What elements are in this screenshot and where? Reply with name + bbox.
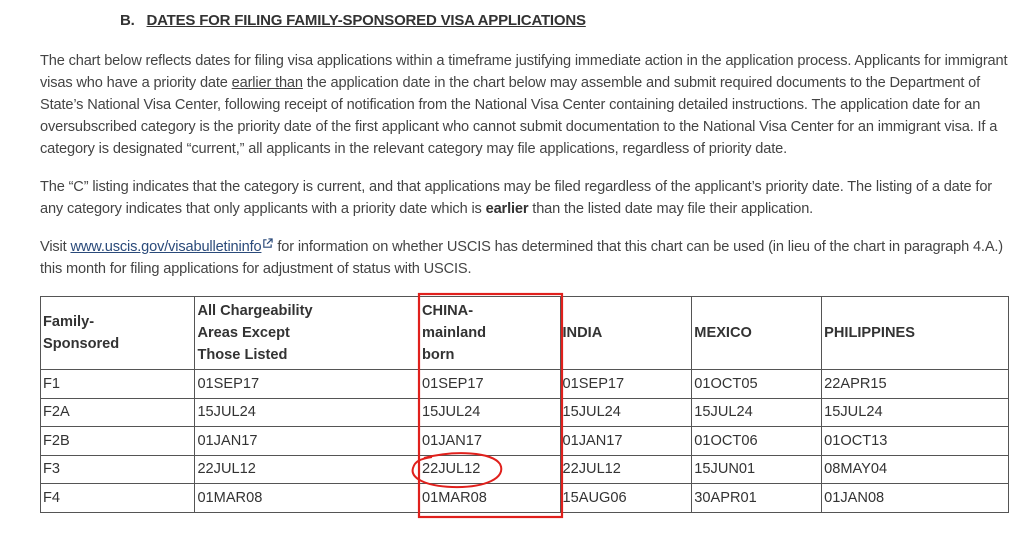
column-header-line: mainland [421, 325, 487, 341]
paragraph2-text-a: The “C” listing indicates that the category is current, and that applications may be filed regardless of the applicant’s priority date. The listing of a date for any category indicates that only applicants with a priority date which is [40, 179, 992, 217]
date-cell-mexico: 15JUN01 [692, 455, 822, 484]
column-header-line: born [421, 347, 455, 363]
uscis-link[interactable]: www.uscis.gov/visabulletininfo [70, 239, 262, 255]
date-cell-mexico: 15JUL24 [692, 398, 822, 427]
paragraph2-bold: earlier [485, 201, 529, 217]
paragraph2-text-b: than the listed date may file their application. [528, 201, 814, 217]
column-header-line: MEXICO [694, 325, 752, 341]
column-header-india [560, 297, 692, 370]
date-cell-all-chargeability: 01SEP17 [195, 370, 420, 399]
paragraph-dates-for-filing [40, 50, 1015, 160]
family-sponsored-filing-dates-table [40, 296, 1009, 513]
table-header-row [41, 297, 1009, 370]
date-cell-china-mainland-born: 22JUL12 [419, 455, 560, 484]
section-heading [120, 12, 586, 29]
date-cell-china-mainland-born: 15JUL24 [419, 398, 560, 427]
date-cell-china-mainland-born: 01SEP17 [419, 370, 560, 399]
column-header-all-chargeability [195, 297, 420, 370]
category-cell: F3 [41, 455, 195, 484]
date-cell-india: 15JUL24 [560, 398, 692, 427]
date-cell-china-mainland-born: 01JAN17 [419, 427, 560, 456]
column-header-line: All Chargeability [197, 303, 313, 319]
column-header-line: Sponsored [43, 336, 120, 352]
date-cell-india: 22JUL12 [560, 455, 692, 484]
date-cell-philippines: 01OCT13 [822, 427, 1009, 456]
paragraph1-text-a: The chart below reflects dates for filing visa applications within a timeframe justifying immediate action in the application process. Applicants for immigrant visas who have a priority date [40, 53, 1008, 91]
date-cell-all-chargeability: 15JUL24 [195, 398, 420, 427]
column-header-line: Family- [43, 314, 95, 330]
table-row [41, 427, 1009, 456]
date-cell-philippines: 15JUL24 [822, 398, 1009, 427]
external-link-icon[interactable] [262, 238, 273, 249]
column-header-china-mainland-born [419, 297, 560, 370]
date-cell-all-chargeability: 01JAN17 [195, 427, 420, 456]
column-header-philippines [822, 297, 1009, 370]
section-title: DATES FOR FILING FAMILY-SPONSORED VISA APPLICATIONS [146, 12, 586, 29]
column-header-line: Those Listed [197, 347, 288, 363]
date-cell-all-chargeability: 22JUL12 [195, 455, 420, 484]
column-header-line: Areas Except [197, 325, 290, 341]
column-header-line: CHINA- [421, 303, 474, 319]
date-cell-mexico: 01OCT06 [692, 427, 822, 456]
category-cell: F2A [41, 398, 195, 427]
paragraph3-text-b: for information on whether USCIS has determined that this chart can be used (in lieu of the chart in paragraph 4.A.) this month for filing applications for adjustment of status with USCIS. [40, 239, 1004, 277]
paragraph-uscis-visit [40, 236, 1015, 280]
table-row [41, 398, 1009, 427]
date-cell-china-mainland-born: 01MAR08 [419, 484, 560, 513]
date-cell-all-chargeability: 01MAR08 [195, 484, 420, 513]
column-header-line: PHILIPPINES [824, 325, 915, 341]
date-cell-india: 01JAN17 [560, 427, 692, 456]
date-cell-india: 01SEP17 [560, 370, 692, 399]
table-row [41, 370, 1009, 399]
date-cell-philippines: 08MAY04 [822, 455, 1009, 484]
column-header-mexico [692, 297, 822, 370]
date-cell-mexico: 01OCT05 [692, 370, 822, 399]
table-body [41, 370, 1009, 513]
paragraph1-underlined: earlier than [231, 75, 303, 91]
date-cell-philippines: 01JAN08 [822, 484, 1009, 513]
category-cell: F4 [41, 484, 195, 513]
date-cell-mexico: 30APR01 [692, 484, 822, 513]
table-row [41, 484, 1009, 513]
date-cell-philippines: 22APR15 [822, 370, 1009, 399]
paragraph3-text-a: Visit [40, 239, 71, 255]
paragraph1-text-b: the application date in the chart below may assemble and submit required documents to the Department of State’s National Visa Center, following receipt of notification from the National Visa Center containing detailed instructions. The application date for an oversubscribed category is the priority date of the first applicant who cannot submit documentation to the National Visa Center for an immigrant visa. If a category is designated “current,” all applicants in the relevant category may file applications, regardless of priority date. [40, 75, 998, 157]
category-cell: F1 [41, 370, 195, 399]
paragraph-current-listing [40, 176, 1015, 220]
category-cell: F2B [41, 427, 195, 456]
column-header-family-sponsored [41, 297, 195, 370]
date-cell-india: 15AUG06 [560, 484, 692, 513]
table-row [41, 455, 1009, 484]
column-header-line: INDIA [562, 325, 603, 341]
section-prefix: B. [120, 12, 135, 29]
